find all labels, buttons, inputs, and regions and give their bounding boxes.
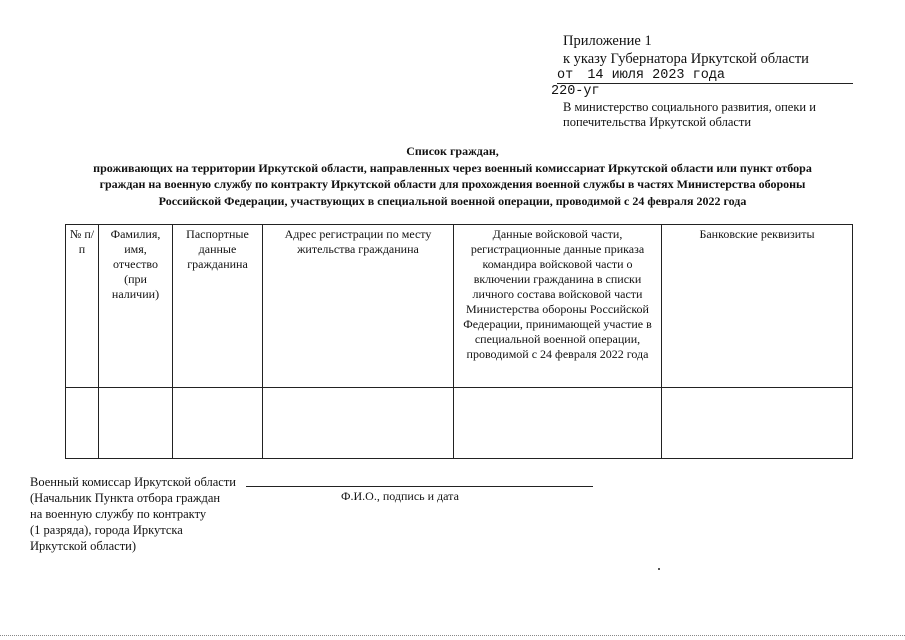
citizens-table bbox=[65, 224, 853, 459]
table-row bbox=[66, 388, 853, 459]
cell-number bbox=[66, 388, 99, 459]
cell-passport bbox=[173, 388, 263, 459]
appendix-number: Приложение 1 bbox=[563, 33, 652, 49]
signature-line-2: (Начальник Пункта отбора граждан bbox=[30, 491, 221, 505]
decree-date bbox=[557, 68, 853, 84]
signature-line-4: (1 разряда), города Иркутска bbox=[30, 523, 183, 537]
date-prefix: от bbox=[557, 68, 574, 83]
signature-underline bbox=[246, 486, 593, 487]
signature-line-5: Иркутской области) bbox=[30, 539, 137, 553]
col-header-passport: Паспортные данные гражданина bbox=[173, 225, 263, 388]
signature-line-1: Военный комиссар Иркутской области bbox=[30, 475, 236, 489]
signature-line-3: на военную службу по контракту bbox=[30, 507, 207, 521]
title-line-1: Список граждан, bbox=[406, 144, 499, 158]
recipient-line-2: попечительства Иркутской области bbox=[563, 114, 752, 129]
appendix-header bbox=[563, 32, 809, 68]
cell-address bbox=[263, 388, 454, 459]
cell-bank-details bbox=[662, 388, 853, 459]
col-header-fullname: Фамилия, имя, отчество (при наличии) bbox=[99, 225, 173, 388]
fio-caption: Ф.И.О., подпись и дата bbox=[341, 489, 459, 503]
cell-fullname bbox=[99, 388, 173, 459]
recipient bbox=[563, 100, 853, 129]
title-line-4: Российской Федерации, участвующих в специальной военной операции, проводимой с 24 февраля 2022 года bbox=[158, 193, 747, 208]
decree-number: 220-уг bbox=[551, 84, 600, 99]
date-value: 14 июля 2023 года bbox=[587, 68, 726, 83]
col-header-military-unit: Данные войсковой части, регистрационные данные приказа командира войсковой части о включении гражданина в списки личного состава войсковой части Министерства обороны Российской Федерации, принимающей участие в специальной военной операции, проводимой с 24 февраля 2022 года bbox=[454, 225, 662, 388]
appendix-decree-ref: к указу Губернатора Иркутской области bbox=[563, 51, 809, 67]
title-line-3: граждан на военную службу по контракту Иркутской области для прохождения военной службы в частях Министерства обороны bbox=[99, 177, 806, 191]
signature-block bbox=[30, 474, 236, 554]
table-header-row bbox=[66, 225, 853, 388]
cell-military-unit bbox=[454, 388, 662, 459]
title-line-2: проживающих на территории Иркутской области, направленных через военный комиссариат Иркутской области или пункт отбора bbox=[93, 160, 812, 175]
col-header-bank-details: Банковские реквизиты bbox=[662, 225, 853, 388]
col-header-address: Адрес регистрации по месту жительства гражданина bbox=[263, 225, 454, 388]
document-title bbox=[30, 143, 875, 209]
scan-edge-line bbox=[0, 635, 905, 636]
col-header-number: № п/п bbox=[66, 225, 99, 388]
recipient-line-1: В министерство социального развития, опеки и bbox=[563, 100, 816, 114]
scan-speck bbox=[658, 568, 660, 570]
